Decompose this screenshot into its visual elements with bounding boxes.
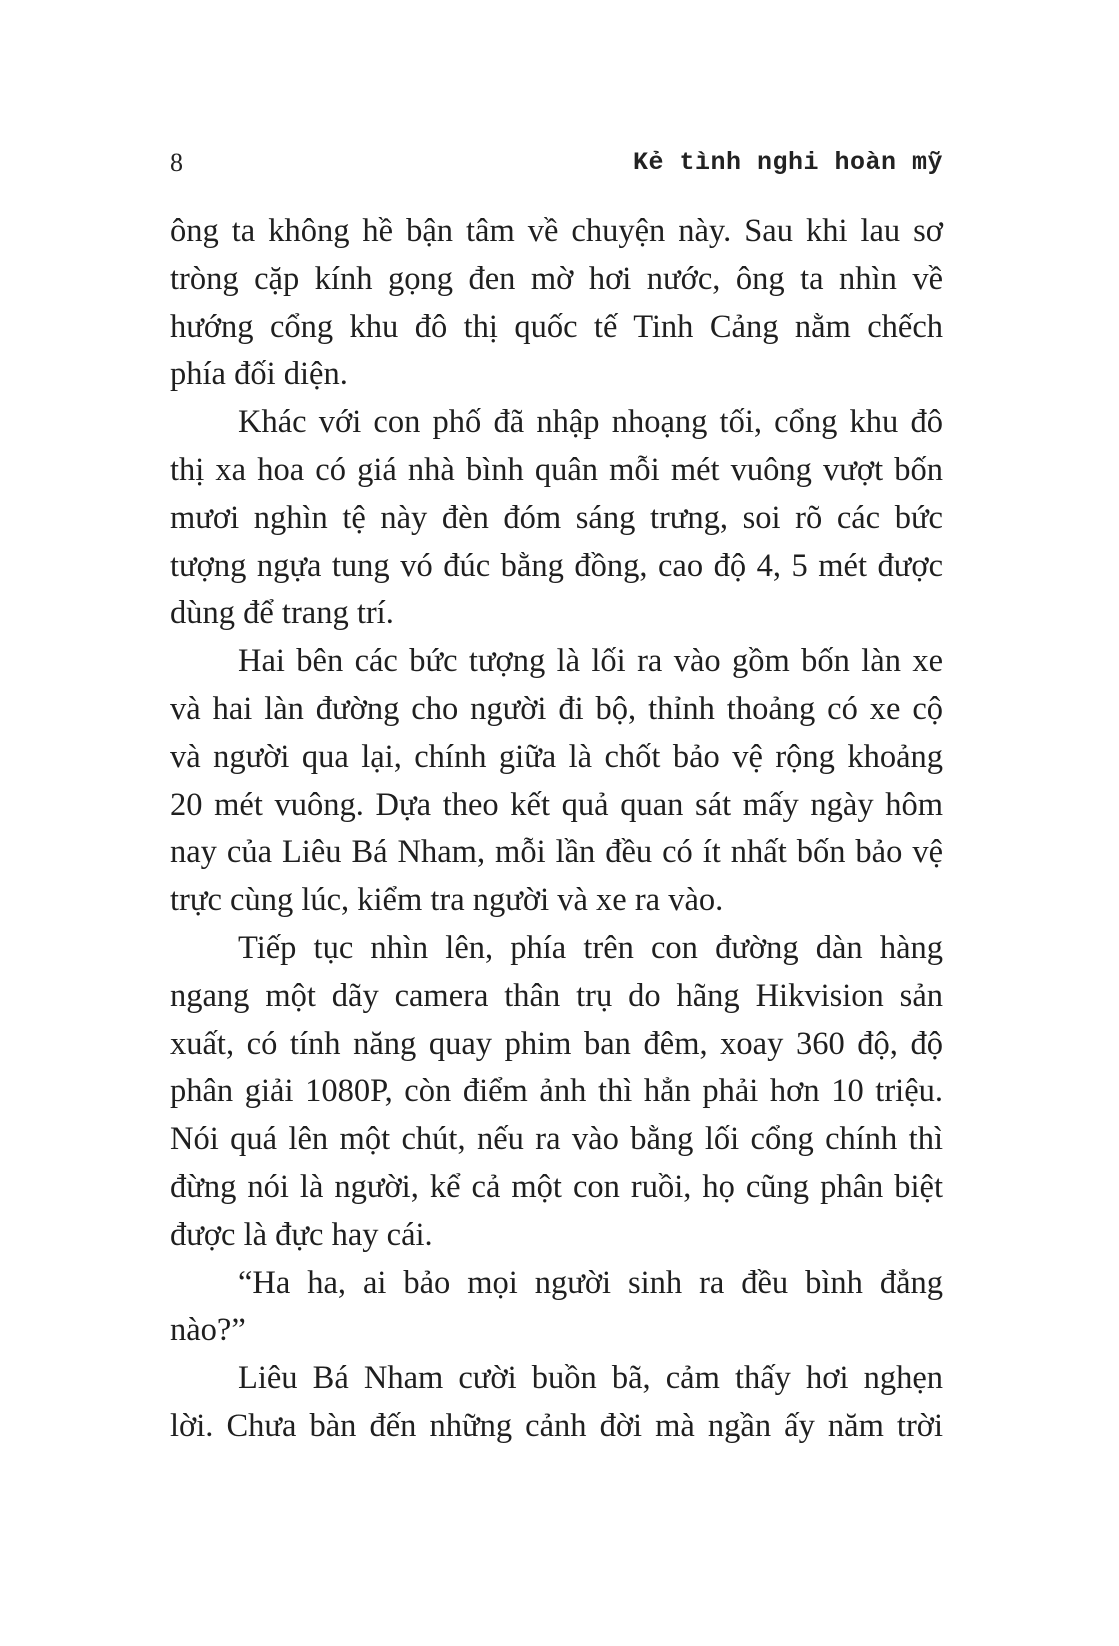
text-line: Nói quá lên một chút, nếu ra vào bằng lối cổng chính thì <box>170 1121 943 1158</box>
text-line: nào?” <box>170 1312 246 1349</box>
book-title: Kẻ tình nghi hoàn mỹ <box>632 148 943 177</box>
text-line: 20 mét vuông. Dựa theo kết quả quan sát mấy ngày hôm <box>170 786 943 823</box>
text-line: nay của Liêu Bá Nham, mỗi lần đều có ít nhất bốn bảo vệ <box>170 834 943 871</box>
paragraph <box>170 208 943 399</box>
page-number: 8 <box>170 148 183 177</box>
paragraph <box>170 399 943 638</box>
body-text <box>170 208 943 1451</box>
running-header <box>170 143 943 183</box>
text-line: được là đực hay cái. <box>170 1216 433 1253</box>
text-line: và hai làn đường cho người đi bộ, thỉnh thoảng có xe cộ <box>170 690 943 727</box>
paragraph <box>170 1355 943 1451</box>
text-line: Liêu Bá Nham cười buồn bã, cảm thấy hơi nghẹn <box>238 1360 943 1397</box>
text-line: xuất, có tính năng quay phim ban đêm, xoay 360 độ, độ <box>170 1025 943 1062</box>
text-line: thị xa hoa có giá nhà bình quân mỗi mét vuông vượt bốn <box>170 451 943 488</box>
text-line: Hai bên các bức tượng là lối ra vào gồm bốn làn xe <box>238 643 943 680</box>
text-line: lời. Chưa bàn đến những cảnh đời mà ngần ấy năm trời <box>170 1407 943 1444</box>
text-line: ngang một dãy camera thân trụ do hãng Hikvision sản <box>170 977 943 1014</box>
text-line: Tiếp tục nhìn lên, phía trên con đường dàn hàng <box>238 929 943 966</box>
text-line: ông ta không hề bận tâm về chuyện này. Sau khi lau sơ <box>170 213 943 249</box>
text-line: hướng cổng khu đô thị quốc tế Tinh Cảng nằm chếch <box>170 308 943 345</box>
text-line: đừng nói là người, kể cả một con ruồi, họ cũng phân biệt <box>170 1168 943 1205</box>
text-line: tượng ngựa tung vó đúc bằng đồng, cao độ 4, 5 mét được <box>170 547 943 584</box>
text-line: trực cùng lúc, kiểm tra người và xe ra vào. <box>170 882 724 919</box>
text-line: và người qua lại, chính giữa là chốt bảo vệ rộng khoảng <box>170 738 943 775</box>
text-line: phân giải 1080P, còn điểm ảnh thì hẳn phải hơn 10 triệu. <box>170 1073 943 1110</box>
text-line: phía đối diện. <box>170 356 348 393</box>
text-line: mươi nghìn tệ này đèn đóm sáng trưng, soi rõ các bức <box>170 499 943 536</box>
text-line: tròng cặp kính gọng đen mờ hơi nước, ông ta nhìn về <box>170 260 943 297</box>
text-line: “Ha ha, ai bảo mọi người sinh ra đều bình đẳng <box>238 1264 943 1301</box>
paragraph <box>170 638 943 925</box>
paragraph <box>170 925 943 1260</box>
text-line: Khác với con phố đã nhập nhoạng tối, cổng khu đô <box>238 404 943 441</box>
paragraph <box>170 1260 943 1356</box>
text-line: dùng để trang trí. <box>170 595 394 632</box>
